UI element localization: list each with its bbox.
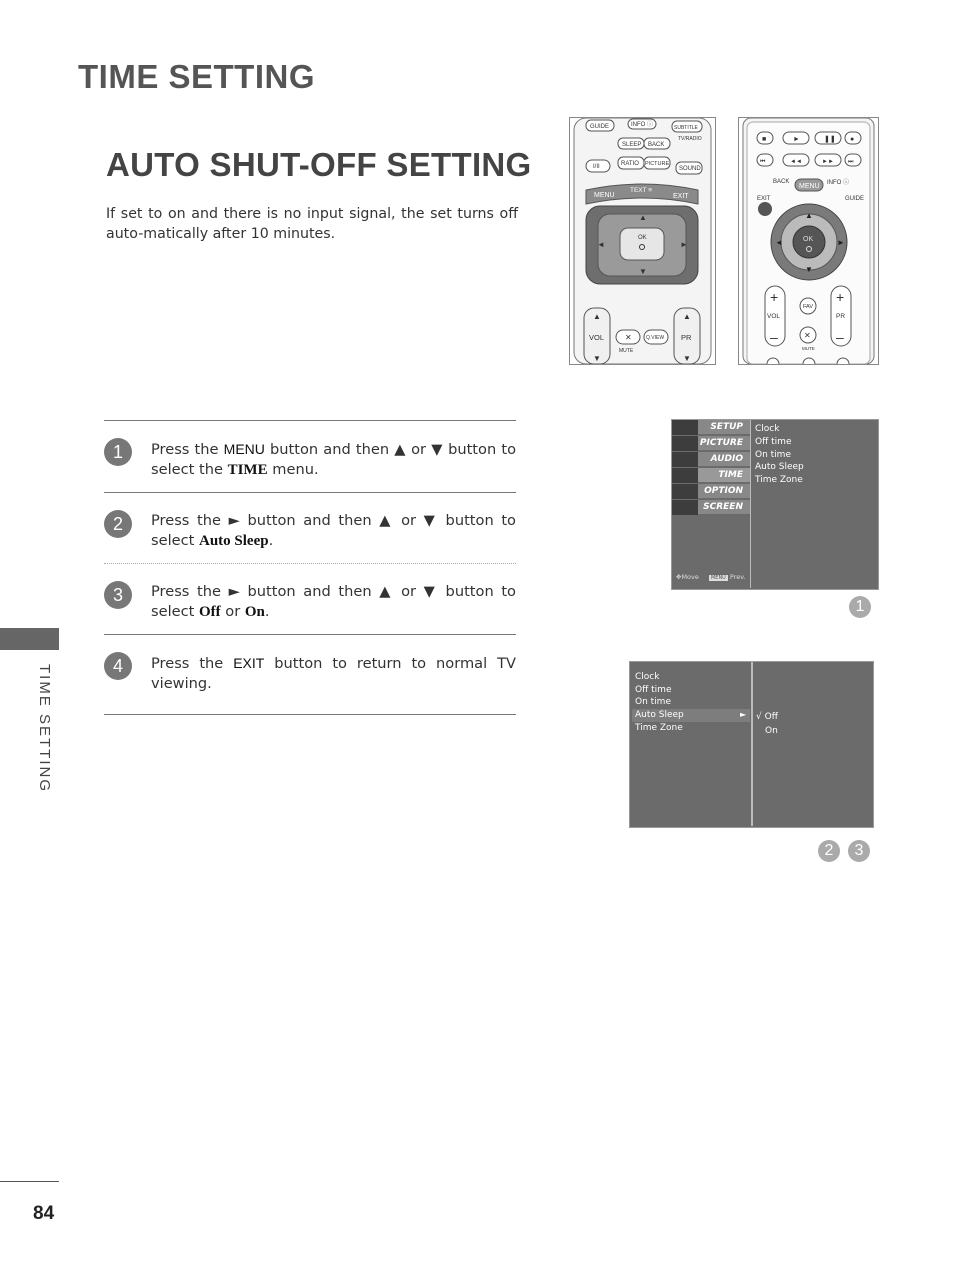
picture-label: PICTURE — [645, 161, 670, 167]
menu2-divider — [751, 662, 753, 826]
option-on[interactable] — [756, 724, 778, 738]
step-text: . — [268, 532, 274, 549]
figure-badge-1: 1 — [849, 596, 871, 618]
side-chapter-label: TIME SETTING — [36, 664, 53, 793]
svg-text:❚❚: ❚❚ — [824, 136, 836, 143]
svg-text:▼: ▼ — [639, 267, 647, 276]
submenu-options — [756, 710, 778, 738]
pr-label-right: PR — [836, 313, 846, 320]
menu-keyword: MENU — [223, 441, 265, 457]
svg-text:▲: ▲ — [593, 312, 601, 321]
step-number: 2 — [104, 510, 132, 538]
tab-screen[interactable]: SCREEN — [672, 500, 750, 515]
mute-label-right: MUTE — [802, 346, 815, 351]
guide-label: GUIDE — [590, 124, 610, 130]
menu-key-badge: MENU — [710, 575, 726, 581]
svg-text:◄: ◄ — [775, 238, 783, 247]
submenu-arrow-icon: ► — [740, 710, 747, 719]
remote-control-right — [738, 117, 879, 365]
svg-text:▼: ▼ — [805, 265, 813, 274]
tab-audio[interactable]: AUDIO — [672, 452, 750, 467]
menu-item-clock[interactable]: Clock — [755, 424, 780, 434]
ratio-label: RATIO — [621, 161, 639, 167]
picture-thumbnail — [672, 436, 698, 451]
nav-move-label: Move — [681, 573, 699, 581]
subtitle-label: SUBTITLE — [674, 125, 698, 131]
footer-rule — [0, 1181, 59, 1182]
step-4 — [104, 634, 516, 715]
option-thumbnail — [672, 484, 698, 499]
step-number: 4 — [104, 652, 132, 680]
audio-thumbnail — [672, 452, 698, 467]
svg-text:▼: ▼ — [683, 354, 691, 363]
sleep-label: SLEEP — [622, 142, 642, 148]
menu-item-time-zone[interactable]: Time Zone — [755, 475, 803, 485]
back-label-right: BACK — [773, 179, 790, 185]
svg-text:✕: ✕ — [625, 333, 632, 342]
exit-label: EXIT — [673, 193, 689, 200]
auto-sleep-keyword: Auto Sleep — [199, 533, 269, 549]
exit-label-right: EXIT — [757, 196, 771, 202]
setup-thumbnail — [672, 420, 698, 435]
menu-divider — [750, 420, 751, 588]
step-text: Press the — [151, 655, 234, 672]
svg-text:▲: ▲ — [683, 312, 691, 321]
back-label: BACK — [648, 142, 665, 148]
iii-label: I/II — [593, 164, 600, 170]
menu-item-time-zone[interactable]: Time Zone — [635, 723, 683, 733]
tab-option[interactable]: OPTION — [672, 484, 750, 499]
ok-label: OK — [638, 235, 647, 241]
svg-text:▼: ▼ — [593, 354, 601, 363]
menu-item-off-time[interactable]: Off time — [635, 685, 672, 695]
menu-item-auto-sleep[interactable]: Auto Sleep — [755, 462, 804, 472]
tab-setup[interactable]: SETUP — [672, 420, 750, 435]
svg-text:◄◄: ◄◄ — [790, 159, 802, 165]
step-text: . — [264, 603, 270, 620]
fav-label: FAV — [803, 304, 813, 310]
step-number: 3 — [104, 581, 132, 609]
menu-item-auto-sleep[interactable]: Auto Sleep — [635, 710, 684, 720]
option-off-label: Off — [764, 712, 778, 722]
qview-label: Q.VIEW — [646, 335, 665, 341]
svg-text:–: – — [770, 329, 778, 345]
mute-label: MUTE — [619, 348, 634, 354]
exit-keyword: EXIT — [233, 655, 265, 671]
vol-label-right: VOL — [767, 313, 781, 320]
tab-picture[interactable]: PICTURE — [672, 436, 750, 451]
svg-text:▲: ▲ — [805, 211, 813, 220]
check-icon: √ — [756, 712, 762, 722]
menu-item-on-time[interactable]: On time — [635, 697, 671, 707]
svg-text:+: + — [836, 289, 845, 305]
step-text: Press the ► button and then ▲ or ▼ button to select — [151, 512, 516, 549]
figure-badge-3: 3 — [848, 840, 870, 862]
section-title: AUTO SHUT-OFF SETTING — [106, 146, 532, 183]
sound-label: SOUND — [679, 166, 701, 172]
svg-text:–: – — [836, 329, 844, 345]
menu1-item-list — [755, 423, 804, 487]
text-label: TEXT ≡ — [630, 187, 653, 194]
svg-text:⏭: ⏭ — [848, 159, 854, 165]
step-text: Press the — [151, 441, 224, 458]
step-text: button and then ▲ or ▼ button to select the — [151, 441, 516, 478]
menu-label-right: MENU — [799, 183, 820, 190]
page-number: 84 — [33, 1203, 55, 1224]
svg-text:⏮: ⏮ — [760, 159, 766, 165]
svg-text:►: ► — [837, 238, 845, 247]
step-text: Press the ► button and then ▲ or ▼ button to select — [151, 583, 516, 620]
svg-text:■: ■ — [762, 136, 767, 143]
move-icon: ✥ — [676, 573, 682, 581]
vol-label: VOL — [589, 333, 605, 342]
menu-label: MENU — [594, 192, 615, 199]
svg-text:►: ► — [680, 240, 688, 249]
svg-text:▲: ▲ — [639, 213, 647, 222]
option-on-label: On — [765, 726, 778, 736]
screen-thumbnail — [672, 500, 698, 515]
figure-badge-2: 2 — [818, 840, 840, 862]
svg-text:◄: ◄ — [597, 240, 605, 249]
info-label-right: INFO ⓘ — [827, 180, 849, 186]
svg-text:●: ● — [850, 136, 855, 143]
menu-item-clock[interactable]: Clock — [635, 672, 660, 682]
svg-text:►: ► — [793, 136, 800, 143]
step-3 — [104, 563, 516, 634]
tab-time[interactable]: TIME — [672, 468, 750, 483]
intro-paragraph: If set to on and there is no input signal, the set turns off auto-matically after 10 minutes. — [106, 206, 518, 242]
option-off[interactable] — [756, 710, 778, 724]
time-thumbnail — [672, 468, 698, 483]
step-number: 1 — [104, 438, 132, 466]
chapter-marker-bar — [0, 628, 59, 650]
step-2 — [104, 492, 516, 563]
on-keyword: On — [244, 604, 265, 620]
menu-item-off-time[interactable]: Off time — [755, 437, 792, 447]
info-label: INFO ⓘ — [631, 122, 653, 128]
menu2-item-list — [635, 671, 684, 735]
steps-list — [104, 420, 516, 715]
pr-label: PR — [681, 333, 692, 342]
time-keyword: TIME — [227, 462, 268, 478]
svg-text:✕: ✕ — [804, 331, 811, 340]
guide-label-right: GUIDE — [845, 196, 865, 202]
step-text: or — [220, 603, 245, 620]
menu1-nav-hint — [676, 573, 746, 581]
step-text: menu. — [267, 461, 319, 478]
off-keyword: Off — [199, 604, 221, 620]
nav-prev-label: Prev. — [729, 573, 746, 581]
step-1 — [104, 420, 516, 492]
menu-item-on-time[interactable]: On time — [755, 450, 791, 460]
chapter-title: TIME SETTING — [78, 58, 315, 95]
ok-label-right: OK — [803, 236, 814, 243]
svg-text:►►: ►► — [822, 159, 834, 165]
svg-text:+: + — [770, 289, 779, 305]
step-text: button to return to normal TV viewing. — [151, 655, 516, 692]
tvradio-label: TV/RADIO — [678, 136, 702, 142]
remote-control-left — [569, 117, 716, 365]
